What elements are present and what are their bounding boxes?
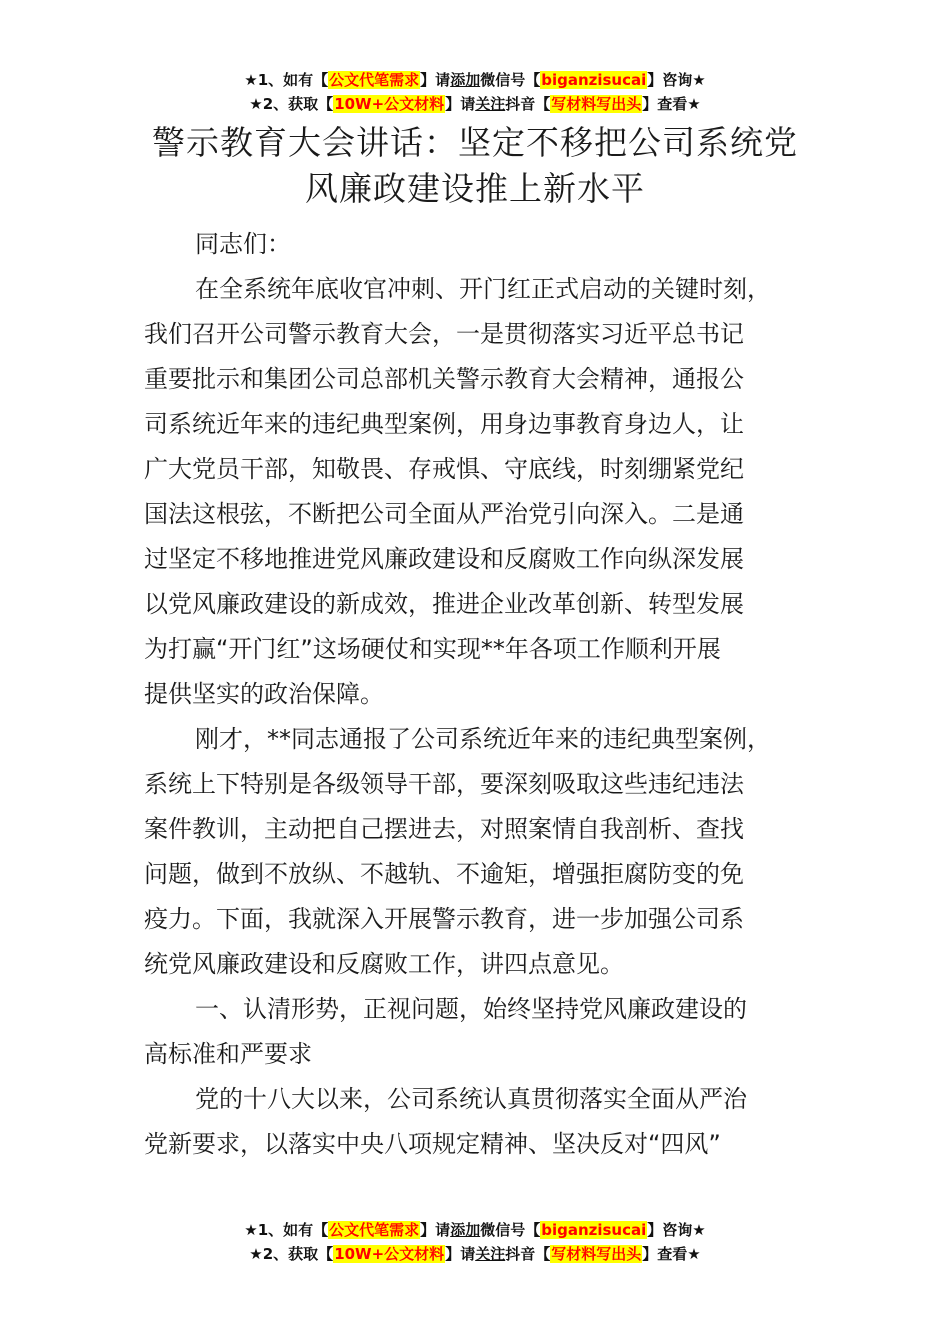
text-line: 提供坚实的政治保障。 [144,680,384,708]
banner-highlight: 公文代笔需求 [329,71,420,89]
text-line: 重要批示和集团公司总部机关警示教育大会精神，通报公 [144,365,744,393]
banner-underline: 关注 [475,1245,506,1263]
text-line: 党新要求，以落实中央八项规定精神、坚决反对“四风” [144,1130,721,1158]
banner-text: 】查看★ [642,1245,701,1263]
text-line: 案件教训，主动把自己摆进去，对照案情自我剖析、查找 [144,815,744,843]
text-line: 在全系统年底收官冲刺、开门红正式启动的关键时刻， [195,275,771,303]
text-line: 疫力。下面，我就深入开展警示教育，进一步加强公司系 [144,905,744,933]
banner-highlight: 公文代笔需求 [329,1221,420,1239]
banner-text: 】查看★ [642,95,701,113]
document-title [100,120,850,212]
text-line: 刚才，**同志通报了公司系统近年来的违纪典型案例， [195,725,771,753]
title-line-1: 警示教育大会讲话：坚定不移把公司系统党 [152,123,798,162]
banner-text: ★2、获取【 [249,1245,334,1263]
banner-text: 】请 [420,71,451,89]
text-line: 国法这根弦，不断把公司全面从严治党引向深入。二是通 [144,500,744,528]
banner-text: 微信号【 [480,71,541,89]
text-line: 过坚定不移地推进党风廉政建设和反腐败工作向纵深发展 [144,545,744,573]
document-body [144,222,834,1167]
banner-underline: 添加 [450,71,481,89]
banner-line-1 [0,68,950,92]
banner-text: ★1、如有【 [244,71,329,89]
footer-banner [0,1218,950,1266]
banner-text: 抖音【 [505,1245,551,1263]
banner-text: 抖音【 [505,95,551,113]
banner-highlight: biganzisucai [541,71,647,89]
banner-highlight: 写材料写出头 [551,1245,642,1263]
title-line-2: 风廉政建设推上新水平 [305,169,645,208]
banner-line-2 [0,92,950,116]
banner-highlight: 10W+公文材料 [334,95,445,113]
banner-underline: 关注 [475,95,506,113]
text-line: 我们召开公司警示教育大会，一是贯彻落实习近平总书记 [144,320,744,348]
text-line: 以党风廉政建设的新成效，推进企业改革创新、转型发展 [144,590,744,618]
section-heading: 一、认清形势，正视问题，始终坚持党风廉政建设的 [195,995,747,1023]
banner-line-1 [0,1218,950,1242]
text-line: 广大党员干部，知敬畏、存戒惧、守底线，时刻绷紧党纪 [144,455,744,483]
banner-line-2 [0,1242,950,1266]
salutation: 同志们： [195,230,291,258]
banner-text: 】请 [420,1221,451,1239]
banner-text: ★1、如有【 [244,1221,329,1239]
banner-text: 】咨询★ [647,71,706,89]
header-banner [0,68,950,116]
text-line: 系统上下特别是各级领导干部，要深刻吸取这些违纪违法 [144,770,744,798]
text-line: 为打赢“开门红”这场硬仗和实现**年各项工作顺利开展 [144,635,721,663]
banner-highlight: biganzisucai [541,1221,647,1239]
banner-text: 】请 [445,1245,476,1263]
banner-text: 】咨询★ [647,1221,706,1239]
section-heading: 高标准和严要求 [144,1040,312,1068]
banner-highlight: 10W+公文材料 [334,1245,445,1263]
text-line: 党的十八大以来，公司系统认真贯彻落实全面从严治 [195,1085,747,1113]
text-line: 统党风廉政建设和反腐败工作，讲四点意见。 [144,950,624,978]
text-line: 问题，做到不放纵、不越轨、不逾矩，增强拒腐防变的免 [144,860,744,888]
banner-highlight: 写材料写出头 [551,95,642,113]
banner-text: 微信号【 [480,1221,541,1239]
text-line: 司系统近年来的违纪典型案例，用身边事教育身边人，让 [144,410,744,438]
banner-text: 】请 [445,95,476,113]
banner-underline: 添加 [450,1221,481,1239]
banner-text: ★2、获取【 [249,95,334,113]
